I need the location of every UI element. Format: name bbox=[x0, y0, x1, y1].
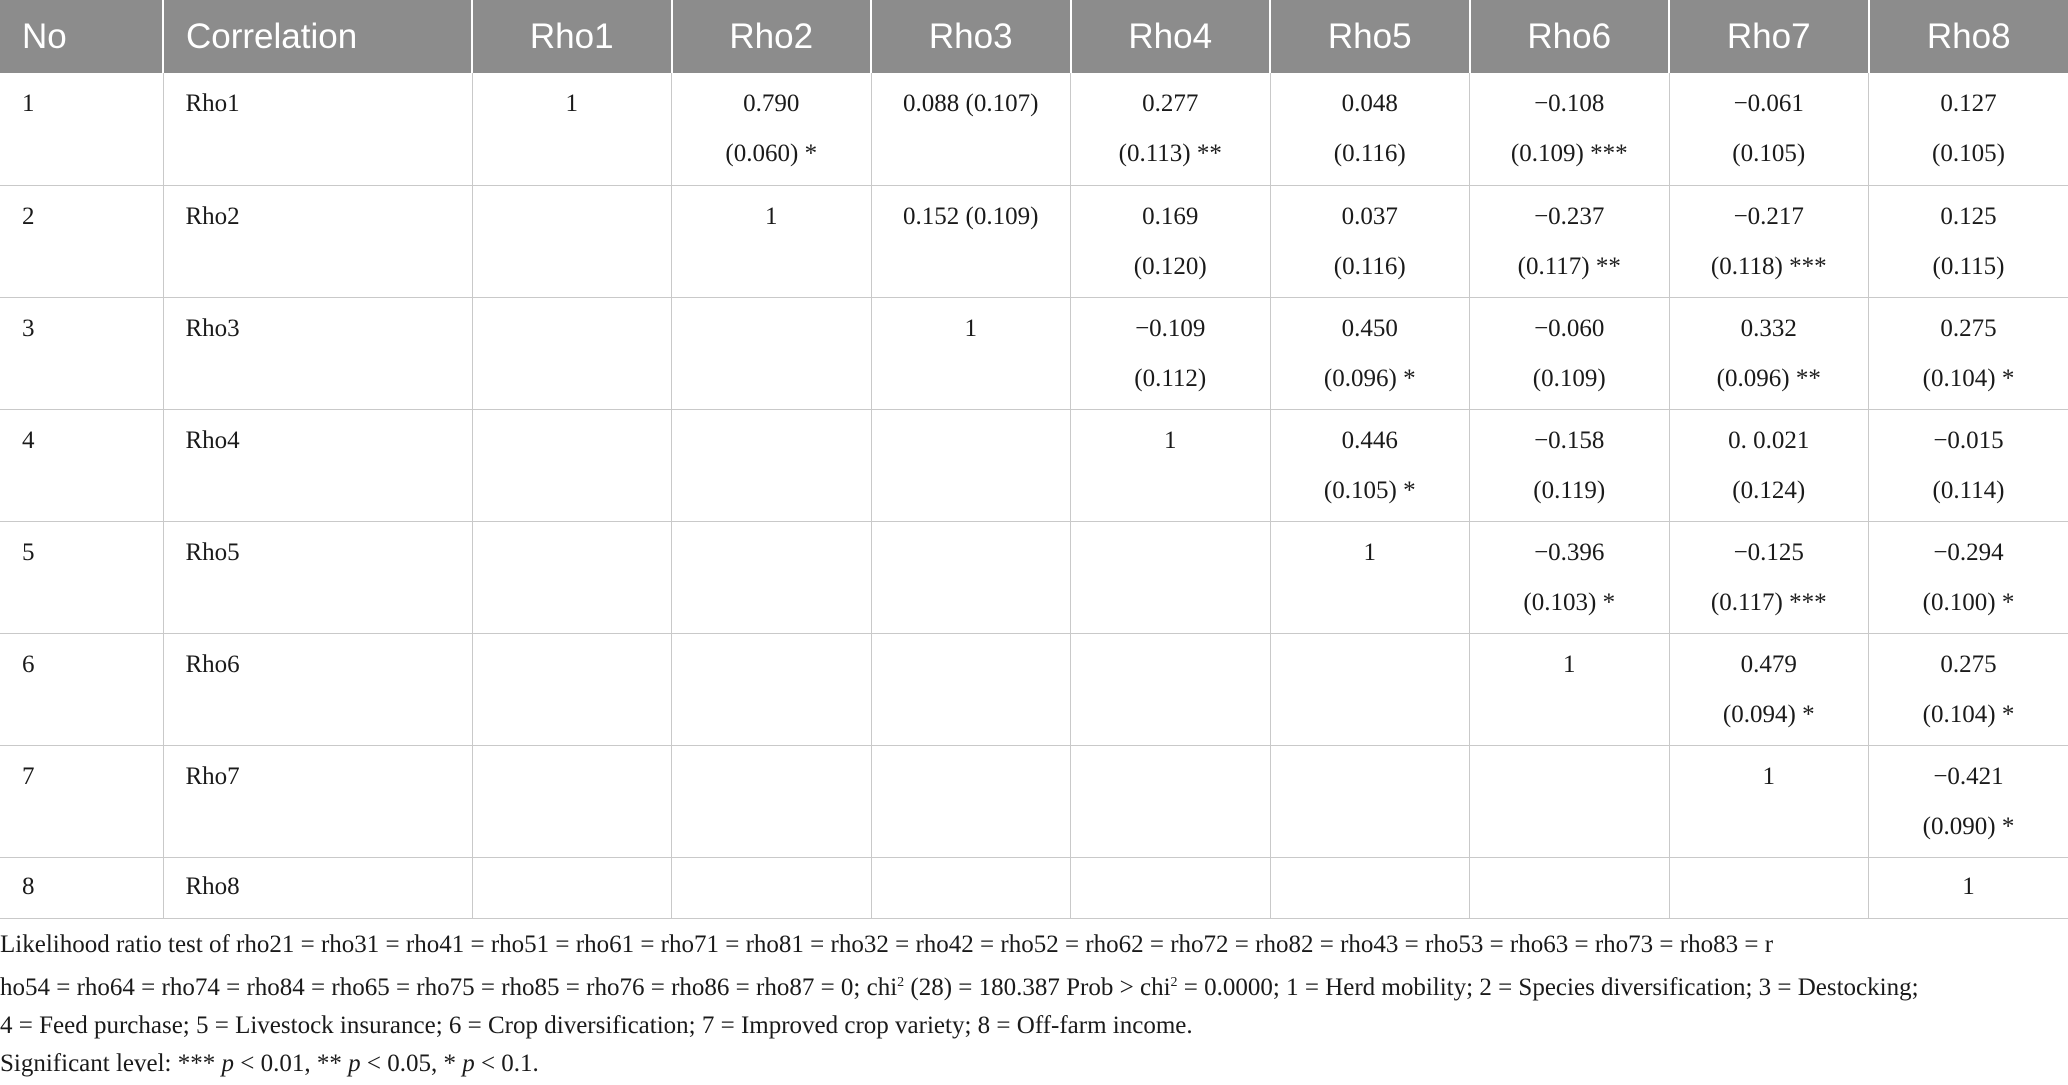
table-row bbox=[0, 745, 2068, 857]
row-number: 4 bbox=[0, 409, 163, 521]
table-cell bbox=[1669, 297, 1869, 409]
cell-value: −0.158 bbox=[1534, 426, 1605, 454]
cell-value: −0.294 bbox=[1933, 538, 2004, 566]
table-cell bbox=[1270, 73, 1470, 185]
superscript: 2 bbox=[1170, 975, 1178, 990]
cell-value: (0.100) * bbox=[1922, 588, 2015, 616]
cell-value: 0.275 bbox=[1940, 650, 1997, 678]
row-number: 6 bbox=[0, 633, 163, 745]
cell-value: −0.108 bbox=[1534, 90, 1605, 117]
cell-value: 0.088 (0.107) bbox=[903, 90, 1039, 117]
table-cell bbox=[1470, 745, 1670, 857]
table-cell bbox=[1071, 73, 1271, 185]
p-symbol: p bbox=[348, 1050, 361, 1077]
table-cell bbox=[1869, 409, 2068, 521]
table-cell bbox=[1071, 857, 1271, 918]
table-cell bbox=[1470, 521, 1670, 633]
table-cell bbox=[672, 73, 872, 185]
cell-value: (0.112) bbox=[1134, 364, 1207, 392]
table-cell bbox=[472, 409, 672, 521]
table-cell bbox=[1669, 185, 1869, 297]
table-row bbox=[0, 857, 2068, 918]
row-label: Rho4 bbox=[163, 409, 472, 521]
table-cell bbox=[1470, 185, 1670, 297]
footnote-text: 4 = Feed purchase; 5 = Livestock insurance; 6 = Crop diversification; 7 = Improved crop variety; 8 = Off-farm income. bbox=[0, 1012, 1193, 1039]
table-cell bbox=[1869, 633, 2068, 745]
cell-value: (0.115) bbox=[1932, 252, 2005, 280]
row-label: Rho2 bbox=[163, 185, 472, 297]
cell-value: 0.277 bbox=[1142, 90, 1199, 117]
cell-value: (0.117) ** bbox=[1517, 252, 1621, 280]
cell-value: 0.169 bbox=[1142, 202, 1199, 230]
cell-value: (0.116) bbox=[1333, 140, 1406, 167]
footnote-text: Significant level: *** bbox=[0, 1050, 222, 1077]
cell-value: (0.094) * bbox=[1722, 700, 1815, 728]
footnote-text: (28) = 180.387 Prob > chi bbox=[904, 974, 1171, 1001]
row-number: 1 bbox=[0, 73, 163, 185]
cell-value: 1 bbox=[765, 202, 778, 230]
cell-value: −0.421 bbox=[1933, 762, 2004, 790]
table-cell bbox=[871, 857, 1071, 918]
cell-value: 0.479 bbox=[1740, 650, 1797, 678]
table-cell bbox=[1270, 185, 1470, 297]
cell-value: 0.127 bbox=[1940, 90, 1997, 117]
footnote-line-2 bbox=[0, 964, 2060, 1007]
row-label: Rho5 bbox=[163, 521, 472, 633]
cell-value: (0.090) * bbox=[1922, 812, 2015, 840]
p-symbol: p bbox=[462, 1050, 475, 1077]
footnote-line-1 bbox=[0, 926, 2060, 964]
table-cell bbox=[1270, 297, 1470, 409]
table-cell bbox=[1270, 521, 1470, 633]
cell-value: (0.124) bbox=[1732, 476, 1806, 504]
table-cell bbox=[1270, 857, 1470, 918]
footnote-text: = 0.0000; 1 = Herd mobility; 2 = Species diversification; 3 = Destocking; bbox=[1177, 974, 1919, 1001]
table-cell bbox=[1869, 297, 2068, 409]
cell-value: (0.117) *** bbox=[1710, 588, 1827, 616]
cell-value: 1 bbox=[1563, 650, 1576, 678]
cell-value: (0.105) bbox=[1932, 140, 2005, 167]
cell-value: (0.109) *** bbox=[1510, 140, 1628, 167]
table-cell bbox=[1869, 521, 2068, 633]
table-cell bbox=[871, 409, 1071, 521]
column-header: Correlation bbox=[163, 0, 472, 73]
footnote-line-3 bbox=[0, 1007, 2060, 1045]
footnote-text: < 0.1. bbox=[474, 1050, 539, 1077]
column-header: Rho8 bbox=[1869, 0, 2068, 73]
cell-value: 0.275 bbox=[1940, 314, 1997, 342]
cell-value: 0.790 bbox=[743, 90, 800, 117]
cell-value: 0.446 bbox=[1341, 426, 1398, 454]
footnote-text: Likelihood ratio test of rho21 = rho31 = rho41 = rho51 = rho61 = rho71 = rho81 = rho32 = rho42 = rho52 = rho62 = rho72 = rho82 = rho43 = rho53 = rho63 = rho73 = rho83 = r bbox=[0, 931, 1774, 958]
table-cell bbox=[1470, 857, 1670, 918]
table-cell bbox=[1470, 633, 1670, 745]
cell-value: 0.152 (0.109) bbox=[903, 202, 1039, 230]
cell-value: (0.104) * bbox=[1922, 700, 2015, 728]
table-header bbox=[0, 0, 2068, 73]
table-cell bbox=[672, 185, 872, 297]
table-cell bbox=[871, 185, 1071, 297]
cell-value: 0.125 bbox=[1940, 202, 1997, 230]
cell-value: −0.015 bbox=[1933, 426, 2004, 454]
cell-value: 1 bbox=[565, 90, 578, 117]
cell-value: 1 bbox=[1962, 872, 1975, 900]
row-number: 7 bbox=[0, 745, 163, 857]
table-cell bbox=[871, 521, 1071, 633]
cell-value: −0.396 bbox=[1534, 538, 1605, 566]
row-number: 2 bbox=[0, 185, 163, 297]
cell-value: (0.103) * bbox=[1523, 588, 1616, 616]
row-label: Rho7 bbox=[163, 745, 472, 857]
row-label: Rho6 bbox=[163, 633, 472, 745]
cell-value: 1 bbox=[964, 314, 977, 342]
footnote-text: < 0.01, ** bbox=[233, 1050, 349, 1077]
table-cell bbox=[1669, 633, 1869, 745]
table-row bbox=[0, 633, 2068, 745]
table-cell bbox=[1869, 745, 2068, 857]
cell-value: (0.060) * bbox=[725, 140, 818, 167]
row-label: Rho3 bbox=[163, 297, 472, 409]
cell-value: 0.450 bbox=[1341, 314, 1398, 342]
table-cell bbox=[672, 745, 872, 857]
row-label: Rho8 bbox=[163, 857, 472, 918]
table-cell bbox=[1669, 745, 1869, 857]
table-footnotes bbox=[0, 926, 2060, 1083]
column-header: Rho5 bbox=[1270, 0, 1470, 73]
table-cell bbox=[871, 633, 1071, 745]
table-cell bbox=[1270, 633, 1470, 745]
cell-value: 1 bbox=[1164, 426, 1177, 454]
cell-value: (0.105) bbox=[1732, 140, 1806, 167]
table-cell bbox=[1071, 409, 1271, 521]
cell-value: (0.119) bbox=[1533, 476, 1606, 504]
cell-value: (0.109) bbox=[1532, 364, 1606, 392]
row-number: 5 bbox=[0, 521, 163, 633]
cell-value: 1 bbox=[1762, 762, 1775, 790]
cell-value: −0.237 bbox=[1534, 202, 1605, 230]
table-row bbox=[0, 409, 2068, 521]
table-cell bbox=[472, 745, 672, 857]
row-number: 3 bbox=[0, 297, 163, 409]
cell-value: (0.096) * bbox=[1323, 364, 1416, 392]
header-row bbox=[0, 0, 2068, 73]
cell-value: (0.096) ** bbox=[1716, 364, 1821, 392]
table-cell bbox=[1470, 409, 1670, 521]
table-cell bbox=[472, 521, 672, 633]
table-cell bbox=[1669, 857, 1869, 918]
table-cell bbox=[871, 745, 1071, 857]
column-header: Rho3 bbox=[871, 0, 1071, 73]
table-cell bbox=[1071, 185, 1271, 297]
cell-value: 1 bbox=[1363, 538, 1376, 566]
table-cell bbox=[472, 185, 672, 297]
table-cell bbox=[1071, 297, 1271, 409]
cell-value: 0.048 bbox=[1341, 90, 1398, 117]
cell-value: 0. 0.021 bbox=[1728, 426, 1810, 454]
cell-value: 0.332 bbox=[1740, 314, 1797, 342]
p-symbol: p bbox=[221, 1050, 234, 1077]
column-header: Rho7 bbox=[1669, 0, 1869, 73]
row-label: Rho1 bbox=[163, 73, 472, 185]
table-body bbox=[0, 73, 2068, 918]
table-row bbox=[0, 185, 2068, 297]
table-cell bbox=[672, 857, 872, 918]
table-cell bbox=[672, 633, 872, 745]
footnote-text: ho54 = rho64 = rho74 = rho84 = rho65 = rho75 = rho85 = rho76 = rho86 = rho87 = 0; chi bbox=[0, 974, 898, 1001]
table-cell bbox=[1669, 521, 1869, 633]
column-header: Rho2 bbox=[672, 0, 872, 73]
cell-value: −0.060 bbox=[1534, 314, 1605, 342]
table-cell bbox=[672, 297, 872, 409]
cell-value: −0.217 bbox=[1733, 202, 1804, 230]
cell-value: −0.125 bbox=[1733, 538, 1804, 566]
table-cell bbox=[871, 297, 1071, 409]
cell-value: −0.061 bbox=[1733, 90, 1804, 117]
table-cell bbox=[1270, 745, 1470, 857]
cell-value: (0.105) * bbox=[1323, 476, 1416, 504]
table-cell bbox=[1470, 73, 1670, 185]
cell-value: (0.118) *** bbox=[1710, 252, 1827, 280]
cell-value: (0.104) * bbox=[1922, 364, 2015, 392]
table-cell bbox=[672, 521, 872, 633]
table-cell bbox=[1869, 857, 2068, 918]
cell-value: (0.113) ** bbox=[1118, 140, 1222, 167]
table-cell bbox=[1669, 73, 1869, 185]
column-header: Rho6 bbox=[1470, 0, 1670, 73]
table-row bbox=[0, 521, 2068, 633]
cell-value: (0.120) bbox=[1133, 252, 1207, 280]
table-cell bbox=[1071, 521, 1271, 633]
column-header: No bbox=[0, 0, 163, 73]
superscript: 2 bbox=[897, 975, 905, 990]
table-cell bbox=[1470, 297, 1670, 409]
table-cell bbox=[1071, 633, 1271, 745]
table-cell bbox=[1071, 745, 1271, 857]
table-row bbox=[0, 297, 2068, 409]
table-cell bbox=[472, 73, 672, 185]
table-cell bbox=[1270, 409, 1470, 521]
cell-value: 0.037 bbox=[1341, 202, 1398, 230]
table-cell bbox=[672, 409, 872, 521]
table-row bbox=[0, 73, 2068, 185]
column-header: Rho1 bbox=[472, 0, 672, 73]
table-cell bbox=[472, 633, 672, 745]
row-number: 8 bbox=[0, 857, 163, 918]
column-header: Rho4 bbox=[1071, 0, 1271, 73]
table-cell bbox=[472, 297, 672, 409]
cell-value: −0.109 bbox=[1135, 314, 1206, 342]
table-cell bbox=[1869, 185, 2068, 297]
footnote-text: < 0.05, * bbox=[360, 1050, 463, 1077]
table-cell bbox=[1869, 73, 2068, 185]
significance-note bbox=[0, 1045, 2060, 1083]
table-cell bbox=[472, 857, 672, 918]
table-cell bbox=[871, 73, 1071, 185]
cell-value: (0.114) bbox=[1932, 476, 2005, 504]
table-cell bbox=[1669, 409, 1869, 521]
cell-value: (0.116) bbox=[1333, 252, 1406, 280]
